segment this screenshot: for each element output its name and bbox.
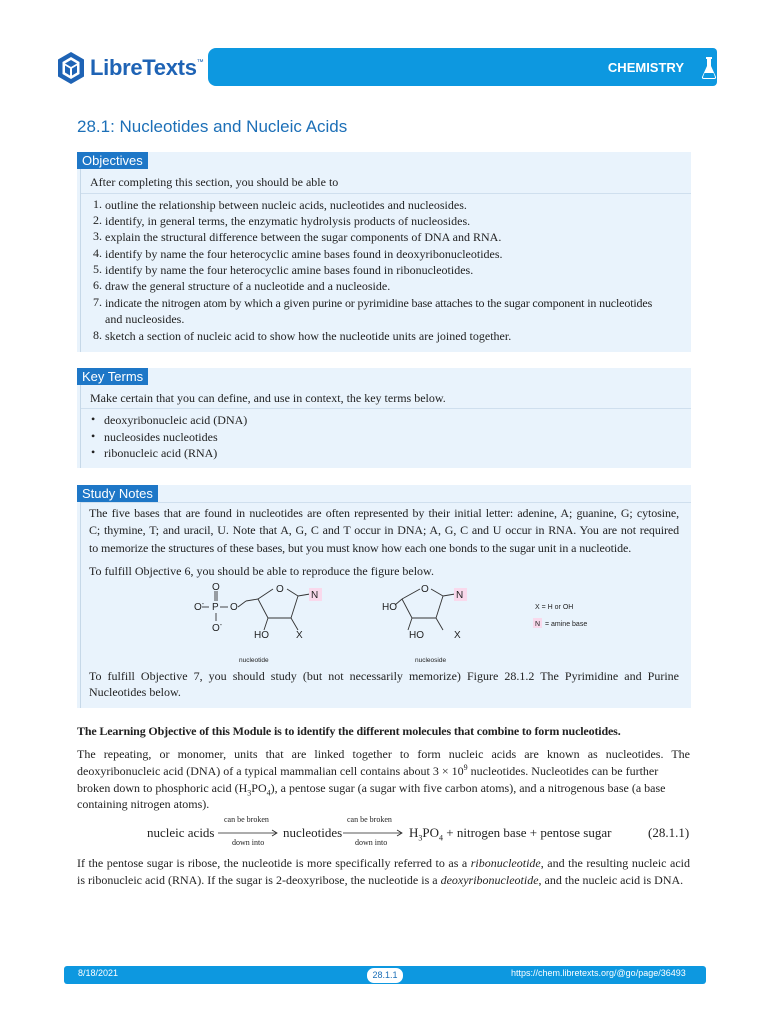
fig-ho-2: HO — [409, 630, 424, 641]
fig-x-2: X — [454, 630, 461, 641]
list-item: identify by name the four heterocyclic amine bases found in deoxyribonucleotides. — [105, 247, 503, 261]
list-item: explain the structural difference between the sugar components of DNA and RNA. — [105, 230, 502, 244]
fig-nucleoside-label: nucleoside — [415, 657, 447, 664]
body-line: containing nitrogen atoms). — [77, 797, 210, 811]
footer-date: 8/18/2021 — [78, 968, 119, 978]
fig-legend-n-letter: N — [535, 621, 541, 628]
fig-o-ester: O — [230, 602, 238, 613]
eq-arrow-top: can be broken — [224, 815, 269, 824]
fig-o-minus: O- — [194, 601, 205, 613]
key-terms-divider — [81, 408, 691, 409]
list-number: 8. — [93, 328, 102, 342]
bullet: • — [91, 445, 96, 459]
study-notes-divider — [81, 502, 691, 503]
body-line: is ribonucleic acid (RNA). If the sugar is 2-deoxyribose, the nucleotide is a deoxyribonucleotide, and the nucleic acid is DNA. — [77, 873, 684, 887]
study-notes-line: The five bases that are found in nucleotides are often represented by their initial letter: adenine, A; guanine, G; cytosine, — [89, 506, 679, 520]
study-notes-line: to memorize the structures of these bases, but you must know how each one bonds to the sugar unit in a nucleotide. — [89, 541, 632, 555]
list-item: outline the relationship between nucleic acids, nucleotides and nucleosides. — [105, 198, 467, 212]
objectives-intro: After completing this section, you should be able to — [90, 175, 339, 189]
list-item: deoxyribonucleic acid (DNA) — [104, 413, 248, 427]
fig-ho-5prime: HO — [382, 602, 397, 613]
study-notes-objective7: To fulfill Objective 7, you should study (but not necessarily memorize) Figure 28.1.2 The Pyrimidine and Purine — [89, 669, 679, 683]
fig-p: P — [212, 602, 219, 613]
list-item: draw the general structure of a nucleotide and a nucleoside. — [105, 279, 391, 293]
list-item: nucleosides nucleotides — [104, 430, 218, 444]
body-line: If the pentose sugar is ribose, the nucleotide is more specifically referred to as a ribonucleotide, and the resulting nucleic acid — [77, 856, 690, 870]
footer-page-number: 28.1.1 — [366, 967, 404, 984]
eq-arrow-bottom: down into — [232, 838, 265, 847]
learning-objective: The Learning Objective of this Module is to identify the different molecules that combine to form nucleotides. — [77, 724, 621, 738]
eq-right: $H_3PO_4$ + nitrogen base + pentose sugar — [409, 825, 612, 843]
key-terms-intro: Make certain that you can define, and use in context, the key terms below. — [90, 391, 446, 405]
body-line: deoxyribonucleic acid (DNA) of a typical mammalian cell contains about $3 \times 10^9$ nucleotides. Nucleotides can be further — [77, 763, 659, 778]
eq-middle: nucleotides — [283, 825, 343, 840]
objectives-divider — [81, 193, 691, 194]
fig-n-2: N — [456, 590, 464, 601]
list-item: ribonucleic acid (RNA) — [104, 446, 218, 460]
key-terms-tag: Key Terms — [77, 368, 148, 385]
study-notes-tag: Study Notes — [77, 485, 158, 502]
fig-x: X — [296, 630, 303, 641]
bullet: • — [91, 429, 96, 443]
list-number: 1. — [93, 197, 102, 211]
arrow-right-icon — [218, 829, 280, 837]
fig-o-bottom: O- — [212, 622, 223, 634]
fig-n: N — [311, 590, 319, 601]
nucleotide-nucleoside-figure — [180, 580, 620, 670]
objectives-tag: Objectives — [77, 152, 148, 169]
list-number: 2. — [93, 213, 102, 227]
list-number: 3. — [93, 229, 102, 243]
body-line: The repeating, or monomer, units that are linked together to form nucleic acids are known as nucleotides. The — [77, 747, 690, 761]
list-item: sketch a section of nucleic acid to show how the nucleotide units are joined together. — [105, 329, 512, 343]
list-item: identify by name the four heterocyclic amine bases found in ribonucleotides. — [105, 263, 474, 277]
list-number: 7. — [93, 295, 102, 309]
fig-ho: HO — [254, 630, 269, 641]
list-item: identify, in general terms, the enzymatic hydrolysis products of nucleosides. — [105, 214, 471, 228]
list-number: 4. — [93, 246, 102, 260]
fig-o-ring-2: O — [421, 584, 429, 595]
eq-arrow-top-2: can be broken — [347, 815, 392, 824]
fig-o-ring: O — [276, 584, 284, 595]
study-notes-line: C; thymine, T; and uracil, U. Note that A, G, C and T occur in DNA; A, G, C and U occur in RNA. You are not required — [89, 523, 679, 537]
fig-nucleotide-label: nucleotide — [239, 657, 269, 664]
eq-left: nucleic acids — [147, 825, 215, 840]
body-line: broken down to phosphoric acid $(H_3PO_4)$, a pentose sugar (a sugar with five carbon atoms), and a nitrogenous base (a base — [77, 781, 666, 798]
bullet: • — [91, 412, 96, 426]
libretexts-logo[interactable] — [56, 47, 206, 89]
logo-wordmark: LibreTexts™ — [90, 55, 204, 80]
subject-label[interactable]: CHEMISTRY — [607, 60, 684, 75]
study-notes-objective7-cont: Nucleotides below. — [89, 685, 181, 699]
fig-legend-x: X = H or OH — [535, 604, 574, 611]
list-item: indicate the nitrogen atom by which a given purine or pyrimidine base attaches to the sugar component in nucleotides — [105, 296, 653, 310]
list-number: 6. — [93, 278, 102, 292]
arrow-right-icon — [343, 829, 405, 837]
list-item-continuation: and nucleosides. — [105, 312, 185, 326]
study-notes-objective6: To fulfill Objective 6, you should be able to reproduce the figure below. — [89, 564, 434, 578]
eq-arrow-bottom-2: down into — [355, 838, 388, 847]
objectives-box-border — [80, 152, 81, 352]
eq-number: (28.1.1) — [648, 825, 690, 840]
fig-o-double: O — [212, 582, 220, 593]
page-title: 28.1: Nucleotides and Nucleic Acids — [77, 117, 348, 136]
study-notes-box-border — [80, 485, 81, 708]
list-number: 5. — [93, 262, 102, 276]
nucleoside-structure — [395, 589, 455, 630]
libretexts-logo-icon — [56, 51, 86, 85]
footer-url[interactable]: https://chem.libretexts.org/@go/page/36493 — [511, 968, 686, 978]
flask-icon — [701, 56, 717, 80]
fig-legend-n: = amine base — [545, 621, 588, 628]
